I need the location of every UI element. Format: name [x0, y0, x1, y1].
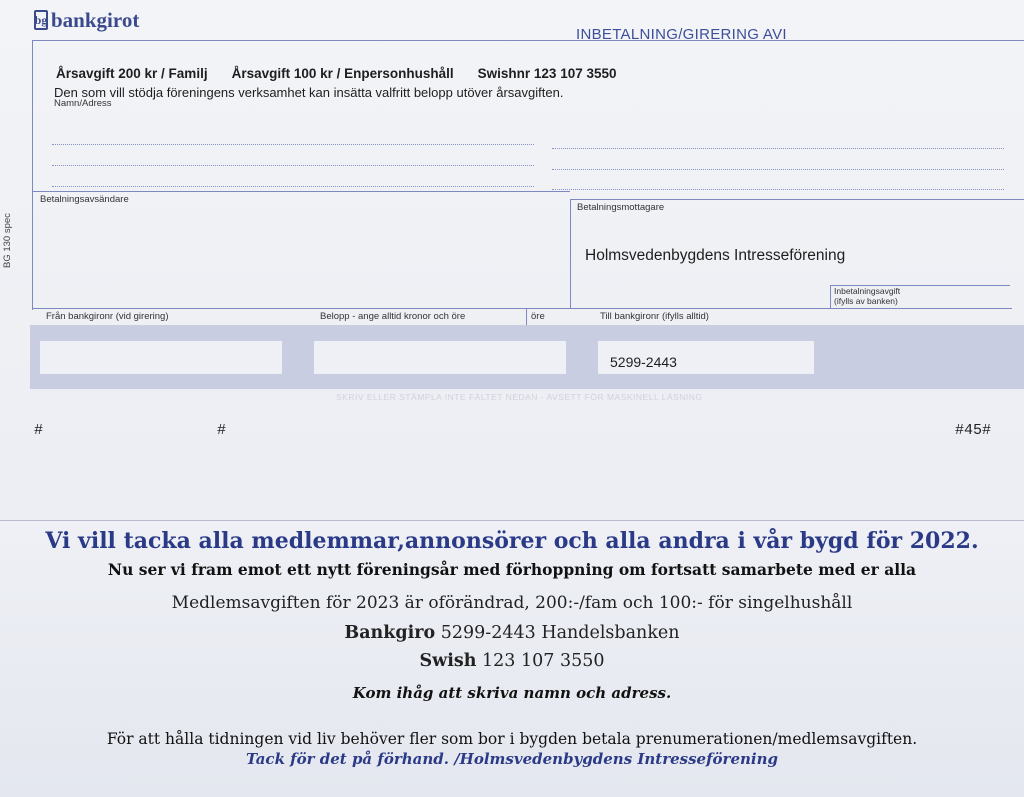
bankgiro-label: Bankgiro: [344, 623, 436, 643]
receiver-label: Betalningsmottagare: [577, 202, 665, 213]
fee-family: Årsavgift 200 kr / Familj: [56, 66, 208, 81]
form-title: INBETALNING/GIRERING AVI: [576, 26, 787, 43]
amount-label: Belopp - ange alltid kronor och öre: [320, 311, 466, 322]
fee-swish: Swishnr 123 107 3550: [477, 66, 617, 81]
sender-label: Betalningsavsändare: [40, 194, 129, 205]
bankgiro-value: 5299-2443 Handelsbanken: [440, 623, 680, 643]
name-address-label: Namn/Adress: [54, 98, 112, 109]
address-line-3[interactable]: [52, 186, 534, 187]
bankgirot-logo: [34, 8, 139, 32]
fee-info: Medlemsavgiften för 2023 är oförändrad, 200:-/fam och 100:- för singelhushåll: [171, 593, 853, 613]
ore-label: öre: [531, 311, 545, 322]
spec-label: BG 130 spec: [2, 213, 13, 268]
address-line-5[interactable]: [552, 169, 1004, 170]
bankgirot-logo-icon: bg: [34, 10, 48, 30]
address-line-1[interactable]: [52, 144, 534, 145]
ocr-code: #45#: [955, 422, 992, 439]
swish-info: [0, 651, 1024, 671]
receiver-divider: [570, 199, 1024, 200]
fee-single: Årsavgift 100 kr / Enpersonhushåll: [231, 66, 454, 81]
message-section: [0, 521, 1024, 797]
address-line-6[interactable]: [552, 189, 1004, 190]
sender-divider: [32, 191, 570, 192]
closing-thanks: Tack för det på förhand. /Holmsvedenbygdens Intresseförening: [245, 750, 778, 768]
ore-divider: [526, 309, 527, 325]
bankgiro-info: [0, 623, 1024, 643]
thanks-headline: Vi vill tacka alla medlemmar,annonsörer och alla andra i vår bygd för 2022.: [45, 528, 979, 554]
column-divider: [570, 199, 571, 309]
machine-read-warning: SKRIV ELLER STÄMPLA INTE FÄLTET NEDAN - AVSETT FÖR MASKINELL LÄSNING: [336, 392, 703, 402]
swish-label: Swish: [419, 651, 477, 671]
to-bankgiro-number: 5299-2443: [610, 354, 677, 370]
fee-note: Den som vill stödja föreningens verksamhet kan insätta valfritt belopp utöver årsavgiften.: [54, 85, 564, 100]
fee-summary: [56, 66, 617, 81]
swish-value: 123 107 3550: [482, 651, 605, 671]
reminder: Kom ihåg att skriva namn och adress.: [352, 684, 672, 702]
forward-subline: Nu ser vi fram emot ett nytt föreningsår med förhoppning om fortsatt samarbete med er alla: [107, 560, 917, 579]
amount-field[interactable]: [314, 341, 566, 374]
address-line-4[interactable]: [552, 148, 1004, 149]
bank-fee-label: Inbetalningsavgift: [834, 286, 901, 296]
ocr-mark-left: #: [34, 422, 44, 439]
payee-name: Holmsvedenbygdens Intresseförening: [585, 247, 846, 264]
from-bankgiro-field[interactable]: [40, 341, 282, 374]
bank-fee-box: [830, 285, 1010, 309]
from-bankgiro-label: Från bankgironr (vid girering): [46, 311, 169, 322]
sustain-note: För att hålla tidningen vid liv behöver fler som bor i bygden betala prenumerationen/medlemsavgiften.: [106, 730, 918, 748]
ocr-mark-middle: #: [217, 422, 227, 439]
to-bankgiro-label: Till bankgironr (ifylls alltid): [600, 311, 709, 322]
bank-fee-note: (ifylls av banken): [834, 296, 898, 306]
logo-text: bankgirot: [51, 7, 140, 32]
address-line-2[interactable]: [52, 165, 534, 166]
